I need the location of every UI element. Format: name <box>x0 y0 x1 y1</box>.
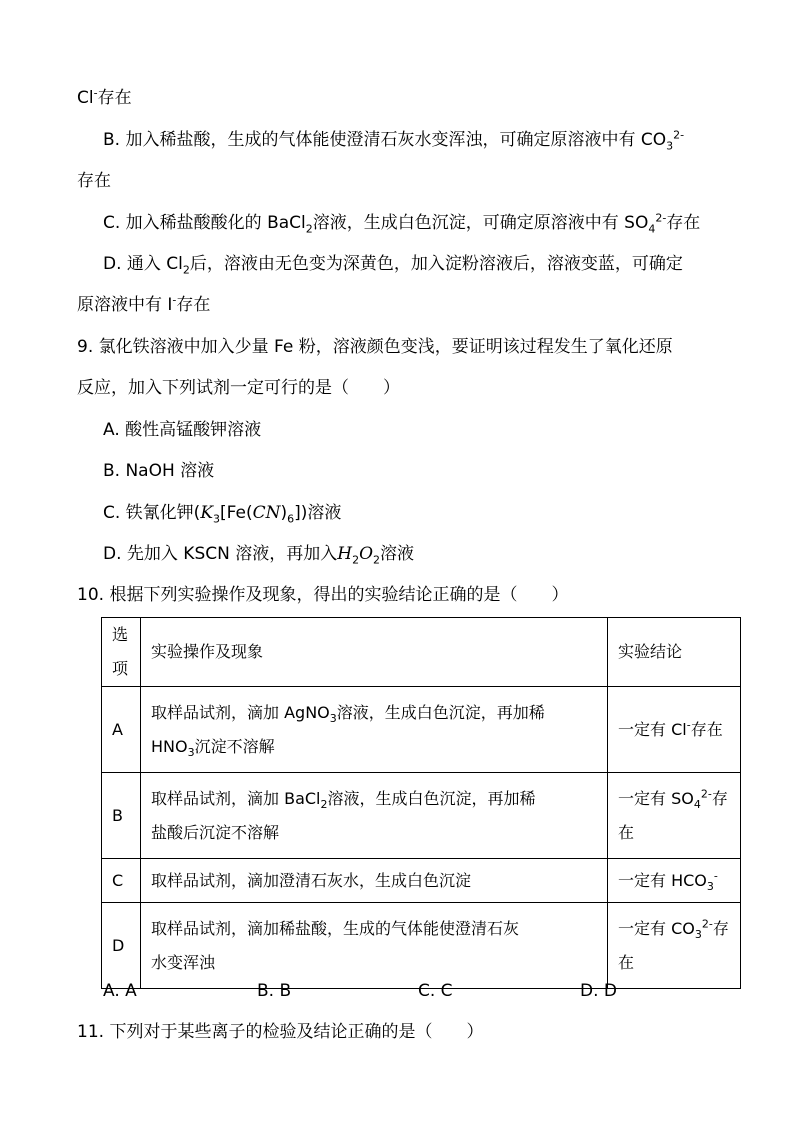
row-conclusion: 一定有 $SO_4^{2-}$存 在 <box>608 773 741 859</box>
choice-b: B. B <box>257 981 292 1001</box>
row-option: D <box>102 903 141 989</box>
row-conclusion: 一定有 $CO_3^{2-}$存 在 <box>608 903 741 989</box>
q9-option-c: C. 铁氰化钾$(K_3[Fe(CN)_6])$溶液 <box>103 503 342 526</box>
q9-option-a: A. 酸性高锰酸钾溶液 <box>103 420 262 440</box>
header-conclusion: 实验结论 <box>608 618 741 687</box>
q8-option-b: B. 加入稀盐酸，生成的气体能使澄清石灰水变浑浊，可确定原溶液中有 $CO_3^{2-}$ <box>103 128 685 153</box>
row-conclusion: 一定有 $HCO_3^-$ <box>608 859 741 903</box>
q9-option-d: D. 先加入 KSCN 溶液，再加入$H_2O_2$溶液 <box>103 544 414 567</box>
q10-stem: 10. 根据下列实验操作及现象，得出的实验结论正确的是（ ） <box>77 585 569 605</box>
q8-option-c-continuation: Cl-存在 <box>77 86 132 108</box>
row-operation: 取样品试剂，滴加稀盐酸，生成的气体能使澄清石灰 水变浑浊 <box>141 903 608 989</box>
header-option: 选项 <box>102 618 141 687</box>
q9-option-b: B. NaOH 溶液 <box>103 461 215 481</box>
q9-stem: 9. 氯化铁溶液中加入少量 Fe 粉，溶液颜色变浅，要证明该过程发生了氧化还原 <box>77 337 673 357</box>
q8-option-c: C. 加入稀盐酸酸化的 BaCl$_2$溶液，生成白色沉淀，可确定原溶液中有 $SO_4^{2-}$存在 <box>103 211 701 236</box>
row-option: C <box>102 859 141 903</box>
experiment-table <box>101 617 741 989</box>
table-row <box>102 903 741 989</box>
row-operation: 取样品试剂，滴加澄清石灰水，生成白色沉淀 <box>141 859 608 903</box>
row-operation: 取样品试剂，滴加 BaCl$_2$溶液，生成白色沉淀，再加稀 盐酸后沉淀不溶解 <box>141 773 608 859</box>
table-row <box>102 773 741 859</box>
row-conclusion: 一定有 Cl-存在 <box>608 687 741 773</box>
choice-a: A. A <box>103 981 137 1001</box>
choice-c: C. C <box>418 981 453 1001</box>
table-row <box>102 859 741 903</box>
q9-stem-line2: 反应，加入下列试剂一定可行的是（ ） <box>77 378 400 398</box>
row-operation: 取样品试剂，滴加 AgNO$_3$溶液，生成白色沉淀，再加稀 $HNO_3$沉淀不溶解 <box>141 687 608 773</box>
table-header-row <box>102 618 741 687</box>
row-option: A <box>102 687 141 773</box>
q11-stem: 11. 下列对于某些离子的检验及结论正确的是（ ） <box>77 1022 484 1042</box>
row-option: B <box>102 773 141 859</box>
q8-option-b-line2: 存在 <box>77 171 111 191</box>
choice-d: D. D <box>580 981 617 1001</box>
q8-option-d: D. 通入 $Cl_2$后，溶液由无色变为深黄色，加入淀粉溶液后，溶液变蓝，可确定 <box>103 254 683 277</box>
header-operation: 实验操作及现象 <box>141 618 608 687</box>
q8-option-d-line2: 原溶液中有 I-存在 <box>77 293 211 315</box>
table-row <box>102 687 741 773</box>
